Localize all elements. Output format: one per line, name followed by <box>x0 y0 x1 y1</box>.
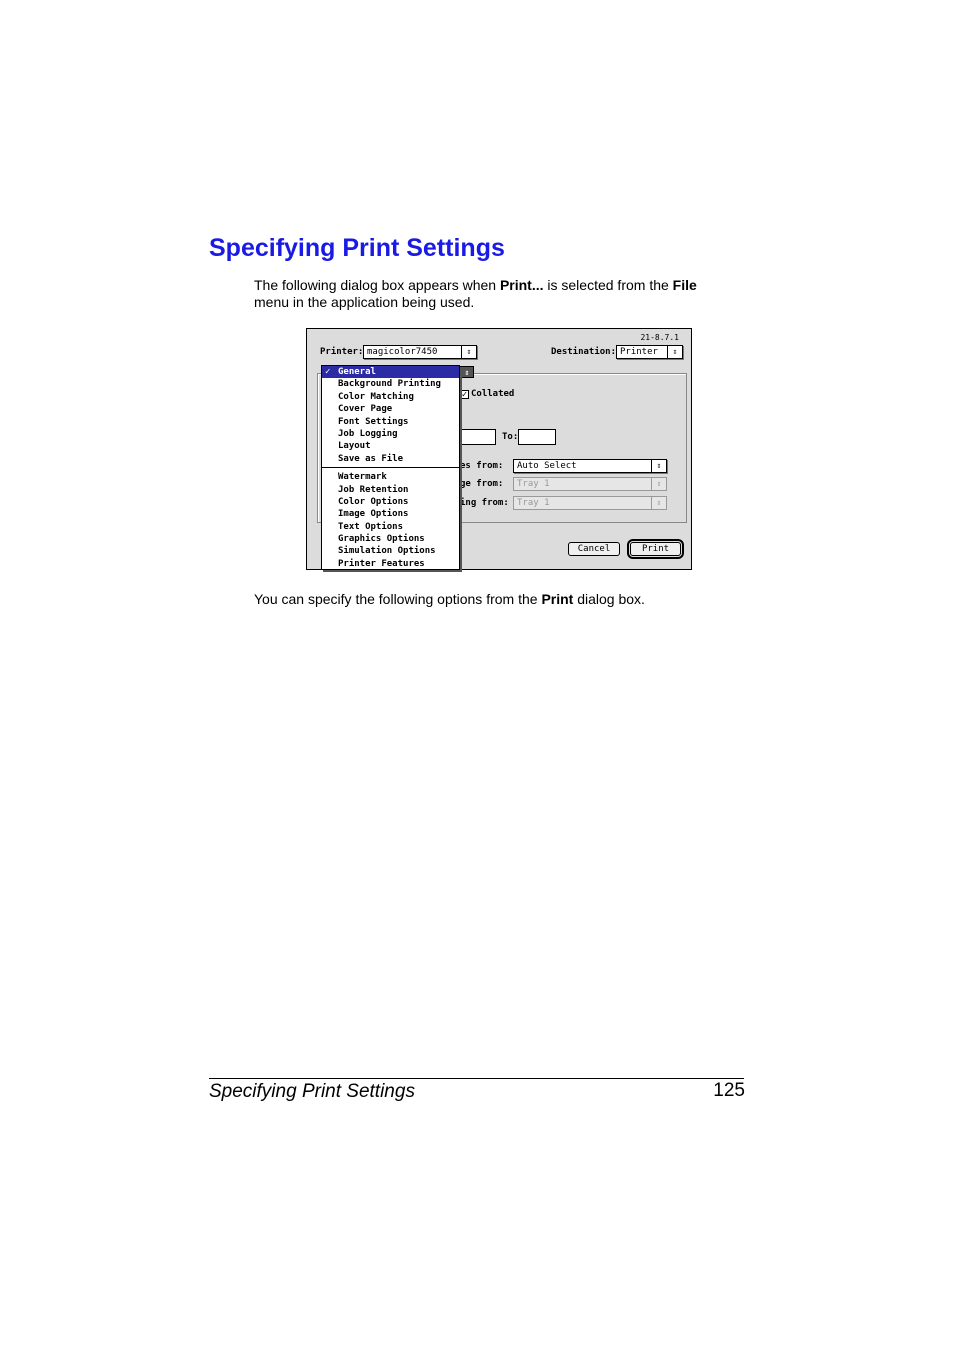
menu-item-color-options[interactable]: Color Options <box>338 496 409 507</box>
print-button[interactable]: Print <box>630 542 681 556</box>
collated-label: Collated <box>471 389 515 399</box>
popup-arrows-icon: ⇕ <box>651 497 666 509</box>
intro-bold-print: Print... <box>499 277 544 293</box>
menu-item-layout[interactable]: Layout <box>338 441 371 452</box>
page-heading: Specifying Print Settings <box>209 234 505 262</box>
menu-separator <box>322 467 459 468</box>
intro-text-2: is selected from the <box>543 277 673 293</box>
check-icon: ✓ <box>325 367 331 377</box>
popup-arrows-icon: ⇕ <box>461 346 476 358</box>
menu-item-save-as-file[interactable]: Save as File <box>338 453 404 464</box>
menu-item-simulation-options[interactable]: Simulation Options <box>338 546 436 557</box>
intro-paragraph <box>254 277 724 311</box>
menu-item-job-retention[interactable]: Job Retention <box>338 484 409 495</box>
intro-text-1: The following dialog box appears when <box>254 277 500 293</box>
print-dialog-screenshot <box>306 328 692 570</box>
menu-item-text-options[interactable]: Text Options <box>338 521 404 532</box>
menu-popup-arrow-icon: ⇕ <box>460 366 474 378</box>
first-page-label: ge from: <box>460 479 504 489</box>
intro-text-3: menu in the application being used. <box>254 294 475 310</box>
paper-source-value: Auto Select <box>517 461 577 471</box>
menu-item-background-printing[interactable]: Background Printing <box>338 379 441 390</box>
first-page-popup[interactable] <box>513 477 667 491</box>
footer-title: Specifying Print Settings <box>209 1081 415 1102</box>
destination-label: Destination: <box>551 347 617 357</box>
printer-popup-value: magicolor7450 <box>367 347 438 357</box>
menu-item-watermark[interactable]: Watermark <box>338 472 387 483</box>
from-page-field[interactable] <box>460 429 496 445</box>
destination-popup-value: Printer <box>620 347 658 357</box>
menu-item-color-matching[interactable]: Color Matching <box>338 391 414 402</box>
intro-bold-file: File <box>672 277 697 293</box>
printer-label: Printer: <box>320 347 364 357</box>
checkmark-icon: ✓ <box>461 390 468 400</box>
popup-arrows-icon: ⇕ <box>651 460 666 472</box>
menu-item-cover-page[interactable]: Cover Page <box>338 404 393 415</box>
paper-source-popup[interactable] <box>513 459 667 473</box>
first-page-value: Tray 1 <box>517 479 550 489</box>
outro-paragraph <box>254 591 724 608</box>
outro-text-1: You can specify the following options from the <box>254 591 542 607</box>
remaining-value: Tray 1 <box>517 498 550 508</box>
outro-bold-print: Print <box>541 591 574 607</box>
remaining-popup[interactable] <box>513 496 667 510</box>
menu-item-image-options[interactable]: Image Options <box>338 509 409 520</box>
version-label: 21-8.7.1 <box>640 333 679 342</box>
menu-item-label: General <box>338 367 376 377</box>
popup-arrows-icon: ⇕ <box>651 478 666 490</box>
popup-arrows-icon: ⇕ <box>667 346 682 358</box>
panel-popup-menu[interactable] <box>321 365 460 570</box>
menu-item-font-settings[interactable]: Font Settings <box>338 416 409 427</box>
outro-text-2: dialog box. <box>573 591 645 607</box>
page-number: 125 <box>713 1080 745 1101</box>
collated-checkbox[interactable] <box>460 390 469 399</box>
destination-popup[interactable] <box>616 345 683 359</box>
menu-item-graphics-options[interactable]: Graphics Options <box>338 534 425 545</box>
remaining-label: ing from: <box>460 498 509 508</box>
to-page-field[interactable] <box>518 429 556 445</box>
printer-popup[interactable] <box>363 345 477 359</box>
footer-rule <box>209 1078 744 1079</box>
menu-item-job-logging[interactable]: Job Logging <box>338 428 398 439</box>
to-label: To: <box>502 432 519 442</box>
paper-source-label: es from: <box>460 461 504 471</box>
menu-item-printer-features[interactable]: Printer Features <box>338 558 425 569</box>
menu-item-general[interactable] <box>322 366 459 378</box>
cancel-button[interactable]: Cancel <box>568 542 620 556</box>
